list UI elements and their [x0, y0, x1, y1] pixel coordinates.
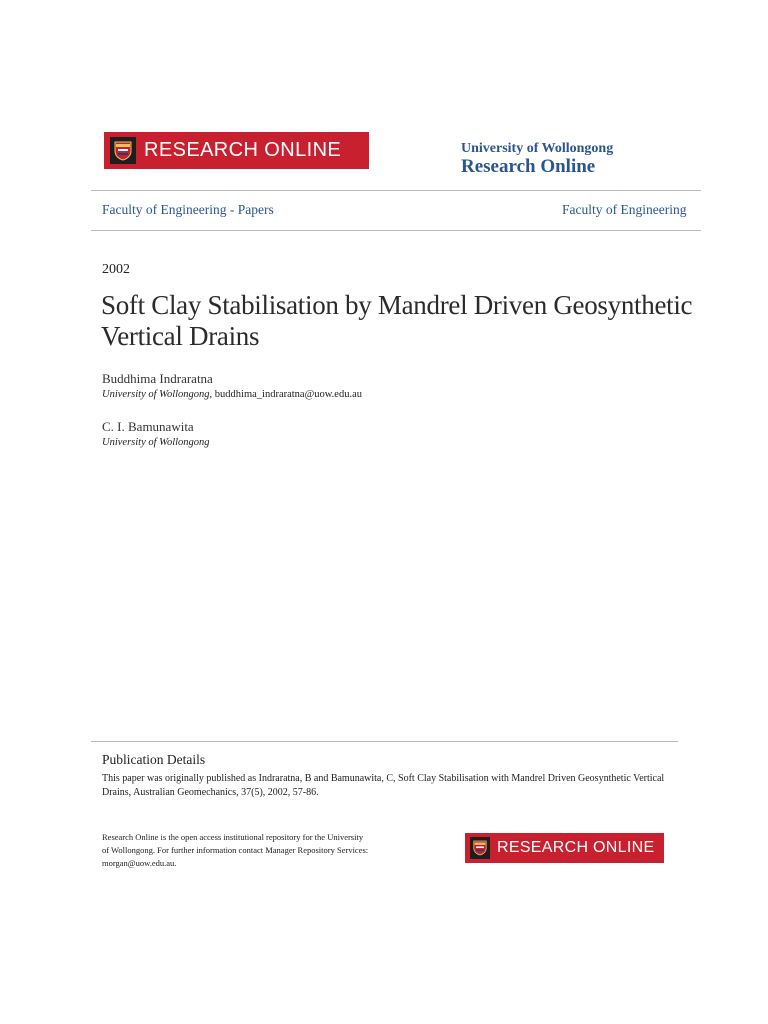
publication-year: 2002: [102, 262, 130, 277]
author-name: C. I. Bamunawita: [102, 419, 194, 434]
university-name[interactable]: University of Wollongong: [461, 141, 614, 156]
logo-text: RESEARCH ONLINE: [144, 139, 342, 161]
research-online-logo[interactable]: [104, 132, 369, 169]
affiliation-name: University of Wollongong: [102, 389, 210, 400]
header-divider: [91, 190, 701, 191]
publication-details-heading: Publication Details: [102, 752, 206, 767]
author-name: Buddhima Indraratna: [102, 371, 213, 386]
author-affiliation: [102, 437, 210, 448]
repository-notice: Research Online is the open access institutional repository for the University of Wollongong. For further information contact Manager Repository Services: morgan@uow.edu.au.: [102, 832, 369, 868]
university-shield-icon: [470, 837, 490, 859]
paper-title: Soft Clay Stabilisation by Mandrel Driven Geosynthetic Vertical Drains: [101, 290, 693, 351]
author-email[interactable]: , buddhima_indraratna@uow.edu.au: [209, 389, 362, 400]
affiliation-name: University of Wollongong: [102, 437, 210, 448]
university-shield-icon: [110, 137, 136, 164]
repository-name[interactable]: Research Online: [461, 156, 596, 177]
author-affiliation: [102, 389, 362, 400]
nav-divider: [91, 230, 701, 231]
logo-text: RESEARCH ONLINE: [497, 839, 655, 856]
publication-divider: [91, 741, 678, 742]
faculty-link[interactable]: Faculty of Engineering: [562, 202, 687, 217]
footer-research-online-logo[interactable]: [465, 833, 664, 863]
publication-details-text: This paper was originally published as Indraratna, B and Bamunawita, C, Soft Clay Stabilisation with Mandrel Driven Geosynthetic Vertical Drains, Australian Geomechanics, 37(5), 2002, 57-86.: [102, 773, 665, 798]
faculty-papers-link[interactable]: Faculty of Engineering - Papers: [102, 202, 274, 217]
